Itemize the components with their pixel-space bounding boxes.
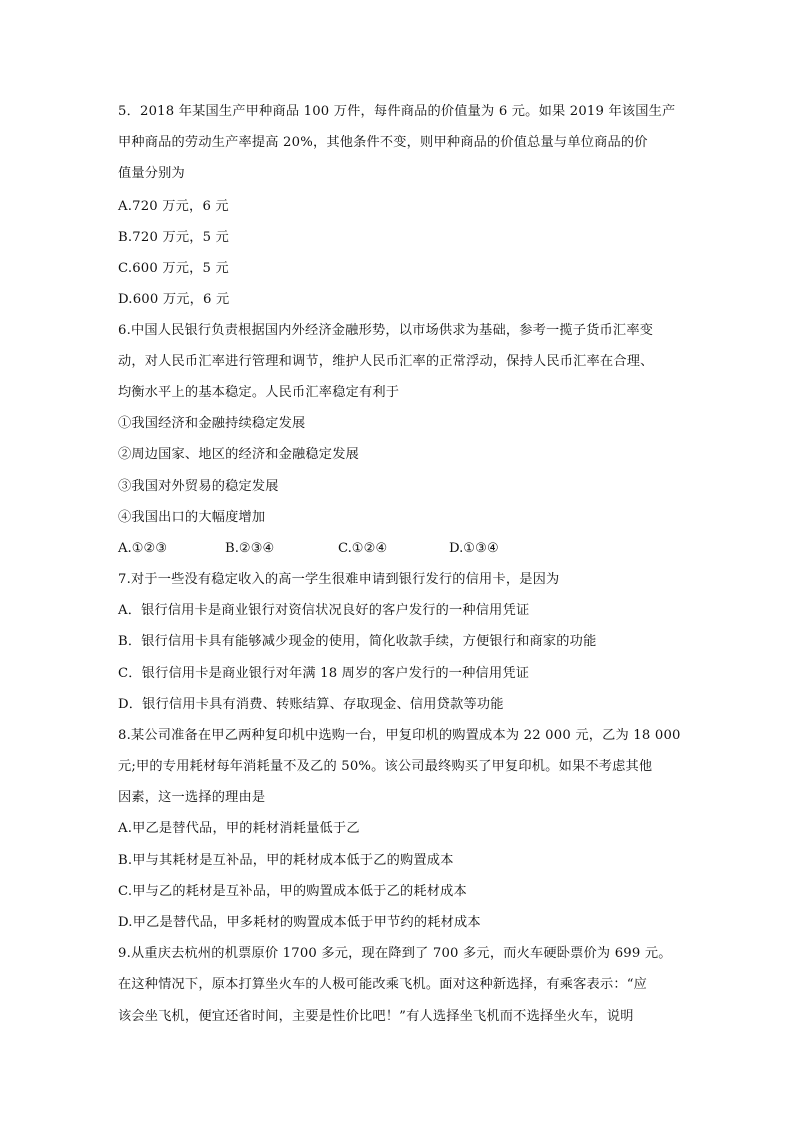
q6-choice-d: D.①③④ — [449, 541, 499, 556]
q9-stem-line-1: 9.从重庆去杭州的机票原价 1700 多元，现在降到了 700 多元，而火车硬卧票价为 699 元。 — [118, 946, 672, 961]
q6-stem-line-2: 动，对人民币汇率进行管理和调节，维护人民币汇率的正常浮动，保持人民币汇率在合理、 — [118, 354, 654, 369]
q8-option-d: D.甲乙是替代品，甲多耗材的购置成本低于甲节约的耗材成本 — [118, 915, 481, 930]
q5-stem-line-2: 甲种商品的劳动生产率提高 20%，其他条件不变，则甲种商品的价值总量与单位商品的价 — [118, 135, 648, 150]
q5-stem-line-3: 值量分别为 — [118, 166, 185, 181]
q9-stem-line-2: 在这种情况下，原本打算坐火车的人极可能改乘飞机。面对这种新选择，有乘客表示：“应 — [118, 977, 648, 992]
q5-option-b: B.720 万元，5 元 — [118, 230, 229, 245]
q6-item-4: ④我国出口的大幅度增加 — [118, 510, 266, 525]
q8-stem-line-1: 8.某公司准备在甲乙两种复印机中选购一台，甲复印机的购置成本为 22 000 元，乙为 18 000 — [118, 728, 681, 743]
q6-choice-a: A.①②③ — [118, 541, 168, 556]
q6-item-2: ②周边国家、地区的经济和金融稳定发展 — [118, 447, 359, 462]
q6-item-1: ①我国经济和金融持续稳定发展 — [118, 416, 306, 431]
q6-choice-b: B.②③④ — [225, 541, 275, 556]
q7-option-d: D．银行信用卡具有消费、转账结算、存取现金、信用贷款等功能 — [118, 697, 504, 712]
q6-stem-line-3: 均衡水平上的基本稳定。人民币汇率稳定有利于 — [118, 385, 400, 400]
q8-stem-line-3: 因素，这一选择的理由是 — [118, 790, 266, 805]
q8-option-a: A.甲乙是替代品，甲的耗材消耗量低于乙 — [118, 821, 360, 836]
q8-option-b: B.甲与其耗材是互补品，甲的耗材成本低于乙的购置成本 — [118, 853, 454, 868]
q5-option-c: C.600 万元，5 元 — [118, 261, 229, 276]
q5-option-d: D.600 万元，6 元 — [118, 292, 230, 307]
q7-option-a: A．银行信用卡是商业银行对资信状况良好的客户发行的一种信用凭证 — [118, 603, 530, 618]
q7-option-b: B．银行信用卡具有能够减少现金的使用，简化收款手续，方便银行和商家的功能 — [118, 634, 597, 649]
q5-option-a: A.720 万元，6 元 — [118, 199, 229, 214]
q6-item-3: ③我国对外贸易的稳定发展 — [118, 479, 279, 494]
q5-stem-line-1: 5．2018 年某国生产甲种商品 100 万件，每件商品的价值量为 6 元。如果 2019 年该国生产 — [118, 104, 676, 119]
q7-stem-line-1: 7.对于一些没有稳定收入的高一学生很难申请到银行发行的信用卡，是因为 — [118, 572, 560, 587]
q8-stem-line-2: 元;甲的专用耗材每年消耗量不及乙的 50%。该公司最终购买了甲复印机。如果不考虑其他 — [118, 759, 653, 774]
q8-option-c: C.甲与乙的耗材是互补品，甲的购置成本低于乙的耗材成本 — [118, 884, 467, 899]
q9-stem-line-3: 该会坐飞机，便宜还省时间，主要是性价比吧！”有人选择坐飞机而不选择坐火车，说明 — [118, 1009, 634, 1024]
q6-choice-c: C.①②④ — [338, 541, 388, 556]
q6-stem-line-1: 6.中国人民银行负责根据国内外经济金融形势，以市场供求为基础，参考一揽子货币汇率变 — [118, 323, 654, 338]
q7-option-c: C．银行信用卡是商业银行对年满 18 周岁的客户发行的一种信用凭证 — [118, 666, 530, 681]
